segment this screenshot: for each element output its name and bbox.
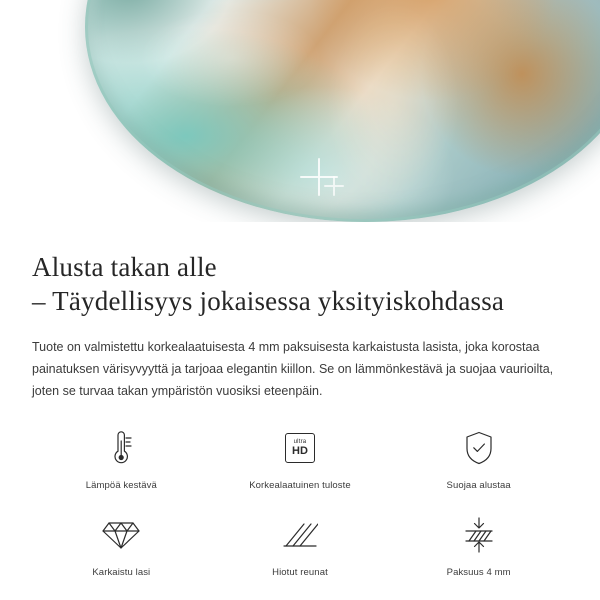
page-title (32, 250, 568, 318)
diamond-icon (36, 515, 206, 555)
feature-label: Karkaistu lasi (92, 567, 151, 578)
thickness-arrows-icon (394, 515, 564, 555)
ultra-hd-badge-top: ultra (293, 439, 307, 445)
description-paragraph: Tuote on valmistettu korkealaatuisesta 4 mm paksuisesta karkaistusta lasista, joka korostaa painatuksen värisyvyyttä ja tarjoaa elegantin kiillon. Se on lämmönkestävä ja suojaa vaurioilta, joten se turvaa takan ympäristön vuosiksi eteenpäin. (32, 340, 554, 398)
feature-item (36, 428, 206, 491)
feature-label: Korkealaatuinen tuloste (249, 480, 351, 491)
feature-item (394, 428, 564, 491)
feature-label: Suojaa alustaa (446, 480, 511, 491)
feature-label: Lämpöä kestävä (85, 480, 157, 491)
round-glass-print-image (85, 0, 600, 222)
thermometer-icon (36, 428, 206, 468)
polished-edges-icon (215, 515, 385, 555)
shield-check-icon (394, 428, 564, 468)
headline-line-1: Alusta takan alle (32, 252, 217, 282)
feature-item (36, 515, 206, 578)
feature-label: Hiotut reunat (272, 567, 328, 578)
content-area (0, 250, 600, 578)
headline-line-2: – Täydellisyys jokaisessa yksityiskohdassa (32, 286, 505, 316)
feature-item (215, 428, 385, 491)
feature-label: Paksuus 4 mm (446, 567, 511, 578)
feature-grid (32, 428, 568, 578)
feature-item (215, 515, 385, 578)
feature-item (394, 515, 564, 578)
ultra-hd-icon (215, 428, 385, 468)
hero-image (0, 0, 600, 222)
ultra-hd-badge-bottom: HD (292, 445, 308, 457)
